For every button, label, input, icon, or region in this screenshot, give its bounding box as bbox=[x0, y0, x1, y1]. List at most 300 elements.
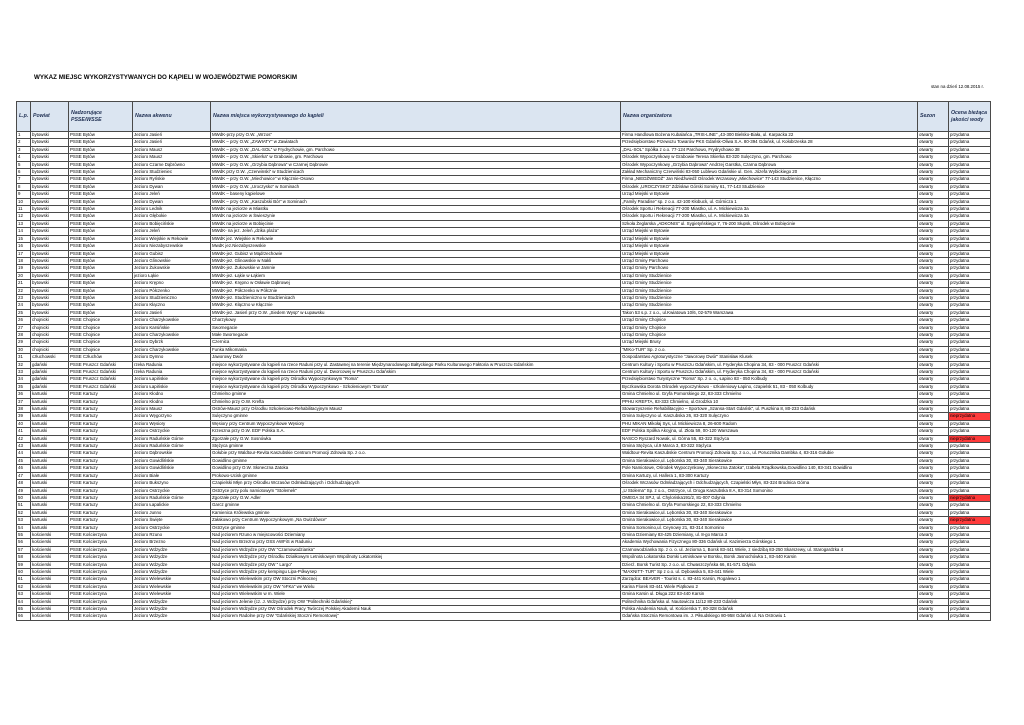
cell-psse: PSSE Bytów bbox=[69, 250, 133, 257]
cell-akwen: Jezioro Wdzydze bbox=[133, 554, 211, 561]
cell-lp: 11 bbox=[17, 206, 31, 213]
cell-powiat: kartuski bbox=[31, 398, 69, 405]
cell-akwen: Jezioro Jeleń bbox=[133, 228, 211, 235]
cell-organizator: Centrum Kultury i Sportu w Pruszczu Gdańskim, ul. Fryderyka Chopina 34, 83 - 000 Pruszcz Gdański bbox=[621, 369, 918, 376]
cell-psse: PSSE Kartuzy bbox=[69, 443, 133, 450]
cell-sezon: otwarty bbox=[918, 302, 949, 309]
cell-psse: PSSE Bytów bbox=[69, 176, 133, 183]
cell-sezon: otwarty bbox=[918, 132, 949, 139]
cell-lp: 45 bbox=[17, 457, 31, 464]
cell-ocena: przydatna bbox=[949, 361, 991, 368]
cell-miejsce: Nad jeziorem Wdzydze przy OW Ośrodek Pracy Twórczej Polskiej Akademii Nauk bbox=[211, 606, 621, 613]
table-row bbox=[17, 354, 991, 361]
cell-miejsce: Chmielno przy O.W. Krefta bbox=[211, 398, 621, 405]
cell-akwen: Jezioro Wdzydze bbox=[133, 606, 211, 613]
cell-lp: 29 bbox=[17, 339, 31, 346]
cell-powiat: kartuski bbox=[31, 480, 69, 487]
cell-powiat: bytowski bbox=[31, 302, 69, 309]
cell-lp: 44 bbox=[17, 450, 31, 457]
header-powiat: Powiat bbox=[31, 102, 69, 132]
cell-lp: 30 bbox=[17, 346, 31, 353]
cell-ocena: nieprzydatna bbox=[949, 435, 991, 442]
cell-sezon: otwarty bbox=[918, 398, 949, 405]
cell-powiat: kościerski bbox=[31, 598, 69, 605]
table-row bbox=[17, 361, 991, 368]
cell-ocena: przydatna bbox=[949, 406, 991, 413]
table-row bbox=[17, 383, 991, 390]
cell-sezon: otwarty bbox=[918, 480, 949, 487]
table-row bbox=[17, 161, 991, 168]
cell-akwen: Jezioro Rzuno bbox=[133, 531, 211, 538]
cell-miejsce: Nad jeziorem Wielewskim w m. Wiele bbox=[211, 591, 621, 598]
table-row bbox=[17, 494, 991, 501]
table-row bbox=[17, 539, 991, 546]
cell-akwen: Jezioro Żukowskie bbox=[133, 265, 211, 272]
cell-miejsce: Nad jeziorem Wdzydze przy Ośrodku Działkowym Letniskowym Wspólnoty Lokatorskiej bbox=[211, 554, 621, 561]
cell-organizator: Ośrodek „UROCZYSKO” Zdzisław Górski Sominy 61, 77-143 Studzienice bbox=[621, 183, 918, 190]
cell-powiat: bytowski bbox=[31, 198, 69, 205]
cell-ocena: przydatna bbox=[949, 531, 991, 538]
cell-psse: PSSE Pruszcz Gdański bbox=[69, 361, 133, 368]
cell-miejsce: Nad jeziorem Wdzydze przy OW " Largo" bbox=[211, 561, 621, 568]
cell-sezon: otwarty bbox=[918, 309, 949, 316]
cell-psse: PSSE Pruszcz Gdański bbox=[69, 383, 133, 390]
cell-akwen: Jezioro Ostrzyckie bbox=[133, 428, 211, 435]
cell-organizator: Urząd Gminy Studzienice bbox=[621, 280, 918, 287]
cell-akwen: Jezioro Dybrzk bbox=[133, 339, 211, 346]
table-row bbox=[17, 591, 991, 598]
cell-miejsce: Sulęczyno gminne bbox=[211, 413, 621, 420]
cell-powiat: kościerski bbox=[31, 568, 69, 575]
cell-miejsce: MWdK-jez. Gubisz w Mądrzechowie bbox=[211, 250, 621, 257]
cell-lp: 7 bbox=[17, 176, 31, 183]
cell-lp: 2 bbox=[17, 139, 31, 146]
cell-ocena: przydatna bbox=[949, 228, 991, 235]
cell-psse: PSSE Bytów bbox=[69, 265, 133, 272]
cell-organizator: Przedsiębiorstwo Turystyczne "Roma" Sp. z o. o., Łapino 83 - 050 Kolbudy bbox=[621, 376, 918, 383]
cell-miejsce: MWdK-jez. Glinowskie w Nakli bbox=[211, 257, 621, 264]
cell-sezon: otwarty bbox=[918, 539, 949, 546]
cell-powiat: kościerski bbox=[31, 576, 69, 583]
cell-organizator: Urząd Gminy Parchowo bbox=[621, 257, 918, 264]
cell-ocena: przydatna bbox=[949, 428, 991, 435]
cell-powiat: kościerski bbox=[31, 561, 69, 568]
cell-lp: 55 bbox=[17, 531, 31, 538]
cell-lp: 37 bbox=[17, 398, 31, 405]
cell-lp: 27 bbox=[17, 324, 31, 331]
cell-miejsce: MWdK przy O.W. „Czerwinski” w Studzienicach bbox=[211, 169, 621, 176]
cell-miejsce: Krzeszna przy O.W. EDF Polska S.A. bbox=[211, 428, 621, 435]
cell-lp: 17 bbox=[17, 250, 31, 257]
table-row bbox=[17, 235, 991, 242]
cell-lp: 22 bbox=[17, 287, 31, 294]
cell-psse: PSSE Kartuzy bbox=[69, 406, 133, 413]
cell-ocena: przydatna bbox=[949, 243, 991, 250]
cell-organizator: Urząd Miejski w Bytowie bbox=[621, 235, 918, 242]
cell-psse: PSSE Kartuzy bbox=[69, 524, 133, 531]
table-row bbox=[17, 324, 991, 331]
cell-psse: PSSE Bytów bbox=[69, 146, 133, 153]
cell-psse: PSSE Kartuzy bbox=[69, 472, 133, 479]
cell-psse: PSSE Bytów bbox=[69, 191, 133, 198]
cell-psse: PSSE Bytów bbox=[69, 220, 133, 227]
cell-powiat: kartuski bbox=[31, 435, 69, 442]
table-row bbox=[17, 302, 991, 309]
cell-akwen: Jezioro Kłodno bbox=[133, 398, 211, 405]
cell-miejsce: Prokowo-Ucisk gminne bbox=[211, 472, 621, 479]
cell-ocena: przydatna bbox=[949, 302, 991, 309]
cell-sezon: otwarty bbox=[918, 376, 949, 383]
cell-akwen: Jezioro Półczenko bbox=[133, 287, 211, 294]
table-row bbox=[17, 309, 991, 316]
cell-organizator: Gmina Chmielno ul. Gryfa Pomorskiego 22, 83-333 Chmielno bbox=[621, 391, 918, 398]
cell-miejsce: MWdK jez. Wiejskie w Rekowie bbox=[211, 235, 621, 242]
cell-lp: 31 bbox=[17, 354, 31, 361]
cell-psse: PSSE Chojnice bbox=[69, 339, 133, 346]
cell-akwen: Jezioro Łapińskie bbox=[133, 376, 211, 383]
cell-psse: PSSE Bytów bbox=[69, 169, 133, 176]
cell-powiat: kościerski bbox=[31, 583, 69, 590]
header-psse: Nadzorujące PSSE/WSSE bbox=[69, 102, 133, 132]
cell-akwen: Jezioro Białe bbox=[133, 472, 211, 479]
cell-miejsce: Nad jeziorem Rzuno w miejscowości Dziemiany bbox=[211, 531, 621, 538]
cell-miejsce: MWdK – baseny kąpielowe bbox=[211, 191, 621, 198]
cell-psse: PSSE Chojnice bbox=[69, 324, 133, 331]
cell-miejsce: Kamienica Królewska gminne bbox=[211, 509, 621, 516]
cell-powiat: gdański bbox=[31, 361, 69, 368]
cell-sezon: otwarty bbox=[918, 487, 949, 494]
cell-lp: 48 bbox=[17, 480, 31, 487]
cell-psse: PSSE Bytów bbox=[69, 154, 133, 161]
cell-psse: PSSE Bytów bbox=[69, 139, 133, 146]
cell-akwen: Jezioro Wielewskie bbox=[133, 583, 211, 590]
cell-powiat: bytowski bbox=[31, 176, 69, 183]
cell-ocena: przydatna bbox=[949, 465, 991, 472]
cell-powiat: chojnicki bbox=[31, 346, 69, 353]
table-row bbox=[17, 568, 991, 575]
cell-lp: 60 bbox=[17, 568, 31, 575]
cell-powiat: bytowski bbox=[31, 272, 69, 279]
cell-sezon: otwarty bbox=[918, 346, 949, 353]
cell-psse: PSSE Kartuzy bbox=[69, 502, 133, 509]
cell-lp: 51 bbox=[17, 502, 31, 509]
cell-organizator: Gmina Sierakowice,ul. Lęborska 30, 83-340 Sierakowice bbox=[621, 509, 918, 516]
cell-powiat: bytowski bbox=[31, 235, 69, 242]
table-row bbox=[17, 183, 991, 190]
cell-miejsce: MWdK na jeziorze w Miastku bbox=[211, 206, 621, 213]
cell-organizator: PHU MIKAN Mikołaj Sys, ul. Mickiewicza 8, 26-600 Radom bbox=[621, 420, 918, 427]
cell-lp: 19 bbox=[17, 265, 31, 272]
cell-lp: 10 bbox=[17, 198, 31, 205]
cell-ocena: przydatna bbox=[949, 257, 991, 264]
cell-ocena: przydatna bbox=[949, 443, 991, 450]
cell-sezon: otwarty bbox=[918, 220, 949, 227]
table-row bbox=[17, 191, 991, 198]
cell-ocena: przydatna bbox=[949, 598, 991, 605]
cell-akwen: Jezioro Studzieniec bbox=[133, 169, 211, 176]
cell-akwen: Jezioro Mausz bbox=[133, 406, 211, 413]
cell-organizator: PPHU KREFTA, 83-333 Chmielno, ul.Grodzka 10 bbox=[621, 398, 918, 405]
cell-powiat: kartuski bbox=[31, 465, 69, 472]
cell-organizator: Urząd Gminy Parchowo bbox=[621, 265, 918, 272]
cell-miejsce: MWdK – przy O.W. „Grzybia Dąbrowa” w Czarnej Dąbrowie bbox=[211, 161, 621, 168]
cell-ocena: przydatna bbox=[949, 198, 991, 205]
cell-organizator: „Family Paradise” sp. z o.o. 42-100 Kłobuck, ul. Górnicza 1 bbox=[621, 198, 918, 205]
cell-lp: 58 bbox=[17, 554, 31, 561]
cell-psse: PSSE Kościerzyna bbox=[69, 576, 133, 583]
table-row bbox=[17, 294, 991, 301]
cell-sezon: otwarty bbox=[918, 576, 949, 583]
cell-psse: PSSE Bytów bbox=[69, 294, 133, 301]
cell-miejsce: MWdK-przy przy O.W. „Wrzos” bbox=[211, 132, 621, 139]
cell-powiat: gdański bbox=[31, 369, 69, 376]
cell-lp: 50 bbox=[17, 494, 31, 501]
cell-miejsce: Czernica bbox=[211, 339, 621, 346]
cell-sezon: otwarty bbox=[918, 465, 949, 472]
cell-lp: 63 bbox=[17, 591, 31, 598]
cell-akwen: Jezioro Ostrzyckie bbox=[133, 524, 211, 531]
cell-ocena: przydatna bbox=[949, 132, 991, 139]
cell-psse: PSSE Bytów bbox=[69, 198, 133, 205]
cell-organizator: Szkoła Żeglarska „ADKONIS” ul. Sygietyńskiego 7, 76-200 Słupsk, Ośrodek w Bobięcinie bbox=[621, 220, 918, 227]
table-row bbox=[17, 220, 991, 227]
cell-akwen: Jezioro Głębokie bbox=[133, 213, 211, 220]
cell-psse: PSSE Kościerzyna bbox=[69, 606, 133, 613]
cell-akwen: Jezioro Ostrzyckie bbox=[133, 487, 211, 494]
cell-organizator: Gdańska Stocznia Remontowa im. J. Piłsudskiego 80-958 Gdańsk ul. Na Ostrowiu 1 bbox=[621, 613, 918, 620]
cell-lp: 62 bbox=[17, 583, 31, 590]
document-title: WYKAZ MIEJSC WYKORZYSTYWANYCH DO KĄPIELI W WOJEWÓDZTWIE POMORSKIM bbox=[34, 74, 298, 81]
cell-akwen: Jezioro Charzykowskie bbox=[133, 331, 211, 338]
table-row bbox=[17, 146, 991, 153]
cell-powiat: kartuski bbox=[31, 391, 69, 398]
cell-lp: 25 bbox=[17, 309, 31, 316]
cell-powiat: bytowski bbox=[31, 220, 69, 227]
cell-ocena: przydatna bbox=[949, 154, 991, 161]
cell-ocena: przydatna bbox=[949, 213, 991, 220]
cell-miejsce: Funka Mikomania bbox=[211, 346, 621, 353]
cell-akwen: Jezioro Dąbrowskie bbox=[133, 450, 211, 457]
cell-ocena: przydatna bbox=[949, 139, 991, 146]
cell-sezon: otwarty bbox=[918, 391, 949, 398]
cell-lp: 41 bbox=[17, 428, 31, 435]
table-row bbox=[17, 524, 991, 531]
cell-psse: PSSE Bytów bbox=[69, 235, 133, 242]
header-akwen: Nazwa akwenu bbox=[133, 102, 211, 132]
cell-organizator: Takon 53 s.p. z o.o., ul.Kwiatowa 10/6, 02-579 Warszawa bbox=[621, 309, 918, 316]
cell-sezon: otwarty bbox=[918, 450, 949, 457]
table-row bbox=[17, 369, 991, 376]
cell-organizator: Urząd Gminy Studzienice bbox=[621, 294, 918, 301]
cell-psse: PSSE Kościerzyna bbox=[69, 583, 133, 590]
cell-psse: PSSE Kartuzy bbox=[69, 509, 133, 516]
cell-organizator: Byczkowska Dorota Ośrodek wypoczynkowo - szkoleniowy Łapino, czapielsk 51, 83 - 050 Kolbudy bbox=[621, 383, 918, 390]
cell-psse: PSSE Pruszcz Gdański bbox=[69, 369, 133, 376]
cell-organizator: OMEGA 34 SP.J, ul. Chyloriska191/2, 81-007 Gdynia bbox=[621, 494, 918, 501]
cell-organizator: Zakład Mechaniczny Czerwiński 83-050 Lublewo Gdańskie ul. Gen. Józefa Wybickiego 20 bbox=[621, 169, 918, 176]
cell-ocena: przydatna bbox=[949, 191, 991, 198]
cell-ocena: przydatna bbox=[949, 561, 991, 568]
cell-lp: 47 bbox=[17, 472, 31, 479]
cell-lp: 64 bbox=[17, 598, 31, 605]
cell-ocena: przydatna bbox=[949, 235, 991, 242]
cell-miejsce: MWdK-jez. Żukowskie w Jamnie bbox=[211, 265, 621, 272]
cell-miejsce: miejsce wykorzystywane do kąpieli na rzece Raduni przy ul. Dworcowej w Pruszczu Gdańskim bbox=[211, 369, 621, 376]
cell-lp: 1 bbox=[17, 132, 31, 139]
cell-sezon: otwarty bbox=[918, 331, 949, 338]
document-date: stan na dzień 12.08.2015 r. bbox=[931, 84, 984, 89]
cell-lp: 13 bbox=[17, 220, 31, 227]
table-row bbox=[17, 317, 991, 324]
cell-organizator: Gmina Chmielno ul. Gryfa Pomorskiego 22, 83-333 Chmielno bbox=[621, 502, 918, 509]
cell-akwen: Jezioro Wdzydze bbox=[133, 598, 211, 605]
table-row bbox=[17, 139, 991, 146]
table-row bbox=[17, 613, 991, 620]
cell-organizator: NASCO Ryszard Nowak, ul. Górna 55, 83-322 Stężyca bbox=[621, 435, 918, 442]
cell-miejsce: Gołubie przy Waldtour-Revita Kaszubskie Centrum Promocji Zdrowia Sp. z o.o. bbox=[211, 450, 621, 457]
table-row bbox=[17, 472, 991, 479]
cell-sezon: otwarty bbox=[918, 369, 949, 376]
cell-akwen: Jezioro Charzykowskie bbox=[133, 346, 211, 353]
cell-psse: PSSE Kościerzyna bbox=[69, 546, 133, 553]
table-row bbox=[17, 546, 991, 553]
table-row bbox=[17, 280, 991, 287]
cell-organizator: Ośrodek Wypoczynkowy „Grzybia Dąbrowa” Andrzej Garstka, Czarna Dąbrowa bbox=[621, 161, 918, 168]
cell-akwen: Jezioro Jasień bbox=[133, 132, 211, 139]
cell-miejsce: Gowidlino przy O.W. Słoneczna Zatoka bbox=[211, 465, 621, 472]
cell-sezon: otwarty bbox=[918, 265, 949, 272]
cell-sezon: otwarty bbox=[918, 524, 949, 531]
cell-sezon: otwarty bbox=[918, 139, 949, 146]
cell-lp: 34 bbox=[17, 376, 31, 383]
cell-ocena: przydatna bbox=[949, 554, 991, 561]
cell-organizator: Urząd Gminy Studzienice bbox=[621, 302, 918, 309]
cell-powiat: kartuski bbox=[31, 406, 69, 413]
cell-akwen: Jezioro Raduńskie Górne bbox=[133, 443, 211, 450]
table-row bbox=[17, 509, 991, 516]
cell-powiat: bytowski bbox=[31, 206, 69, 213]
cell-powiat: kościerski bbox=[31, 591, 69, 598]
cell-miejsce: Załakowo przy Centrum Wypoczynkowym „Na Gwizdówce” bbox=[211, 517, 621, 524]
cell-organizator: „DAL-SOL” Spółka z o.o. 77-124 Parchowo, Frydrychowo 38 bbox=[621, 146, 918, 153]
cell-akwen: Jezioro Wielewskie bbox=[133, 591, 211, 598]
cell-lp: 21 bbox=[17, 280, 31, 287]
table-row bbox=[17, 272, 991, 279]
cell-powiat: bytowski bbox=[31, 191, 69, 198]
cell-powiat: bytowski bbox=[31, 169, 69, 176]
cell-sezon: otwarty bbox=[918, 531, 949, 538]
cell-miejsce: MWdK-jez. Jasień przy O.W. „Siedem Wysp” w Łupawsku bbox=[211, 309, 621, 316]
cell-organizator: Gmina Kartuzy, ul. Hallera 1, 83-300 Kartuzy bbox=[621, 472, 918, 479]
cell-ocena: przydatna bbox=[949, 480, 991, 487]
cell-powiat: kartuski bbox=[31, 524, 69, 531]
cell-akwen: Jezioro Łapińskie bbox=[133, 383, 211, 390]
cell-sezon: otwarty bbox=[918, 198, 949, 205]
table-row bbox=[17, 406, 991, 413]
cell-psse: PSSE Kartuzy bbox=[69, 494, 133, 501]
cell-psse: PSSE Kartuzy bbox=[69, 480, 133, 487]
cell-miejsce: Gowidlino gminne bbox=[211, 457, 621, 464]
table-row bbox=[17, 176, 991, 183]
cell-powiat: bytowski bbox=[31, 132, 69, 139]
table-row bbox=[17, 250, 991, 257]
table-row bbox=[17, 517, 991, 524]
cell-organizator: EDF Polska Spółka Akcyjna, ul. Złota 59, 00-120 Warszawa bbox=[621, 428, 918, 435]
cell-sezon: otwarty bbox=[918, 420, 949, 427]
cell-lp: 66 bbox=[17, 613, 31, 620]
cell-akwen: Jezioro Krępno bbox=[133, 280, 211, 287]
table-row bbox=[17, 413, 991, 420]
cell-powiat: kartuski bbox=[31, 517, 69, 524]
cell-ocena: przydatna bbox=[949, 354, 991, 361]
cell-miejsce: Nad jeziorem Radolne przy OW "Gdańskiej Stoczni Remontowej" bbox=[211, 613, 621, 620]
cell-akwen: Jezioro Wdzydze bbox=[133, 546, 211, 553]
cell-ocena: przydatna bbox=[949, 472, 991, 479]
cell-powiat: kościerski bbox=[31, 546, 69, 553]
cell-sezon: otwarty bbox=[918, 146, 949, 153]
cell-organizator: Gospodarstwo Agroturystyczne "Jaworowy Dwór" Stanisław Klusek bbox=[621, 354, 918, 361]
cell-psse: PSSE Bytów bbox=[69, 272, 133, 279]
cell-miejsce: Nad jeziorem Wdzydze przy kempingu Lipa-Półwysep bbox=[211, 568, 621, 575]
cell-akwen: Jezioro Węsiory bbox=[133, 420, 211, 427]
table-header-row bbox=[17, 102, 991, 132]
cell-akwen: Jezioro Dymno bbox=[133, 354, 211, 361]
cell-ocena: przydatna bbox=[949, 487, 991, 494]
table-row bbox=[17, 331, 991, 338]
cell-psse: PSSE Bytów bbox=[69, 257, 133, 264]
cell-ocena: przydatna bbox=[949, 509, 991, 516]
cell-akwen: Jezioro Studzieniczno bbox=[133, 294, 211, 301]
cell-psse: PSSE Kartuzy bbox=[69, 487, 133, 494]
cell-akwen: Jezioro Mausz bbox=[133, 154, 211, 161]
cell-ocena: przydatna bbox=[949, 376, 991, 383]
cell-powiat: kartuski bbox=[31, 450, 69, 457]
cell-ocena: przydatna bbox=[949, 502, 991, 509]
cell-psse: PSSE Bytów bbox=[69, 243, 133, 250]
cell-akwen: Jezioro Wdzydze bbox=[133, 561, 211, 568]
cell-lp: 39 bbox=[17, 413, 31, 420]
cell-powiat: bytowski bbox=[31, 161, 69, 168]
cell-powiat: kartuski bbox=[31, 443, 69, 450]
cell-miejsce: MWdK – przy O.W. „Kaszubski Bór” w Sominach bbox=[211, 198, 621, 205]
cell-sezon: otwarty bbox=[918, 294, 949, 301]
cell-psse: PSSE Kartuzy bbox=[69, 435, 133, 442]
cell-lp: 32 bbox=[17, 361, 31, 368]
cell-ocena: nieprzydatna bbox=[949, 517, 991, 524]
cell-powiat: bytowski bbox=[31, 257, 69, 264]
cell-psse: PSSE Kościerzyna bbox=[69, 598, 133, 605]
cell-psse: PSSE Bytów bbox=[69, 183, 133, 190]
cell-sezon: otwarty bbox=[918, 472, 949, 479]
cell-akwen: Jezioro Kłodno bbox=[133, 391, 211, 398]
cell-powiat: bytowski bbox=[31, 309, 69, 316]
header-miejsce: Nazwa miejsca wykorzystywanego do kąpieli bbox=[211, 102, 621, 132]
cell-lp: 20 bbox=[17, 272, 31, 279]
cell-miejsce: miejsce wykorzystywane do kąpieli na rzece Raduni przy ul. Zastawnej na terenie Międzynarodowego Bałtyckiego Parku Kulturowego Faktoria w Pruszczu Gdańskim bbox=[211, 361, 621, 368]
cell-sezon: otwarty bbox=[918, 206, 949, 213]
cell-organizator: Urząd Gminy Studzienice bbox=[621, 272, 918, 279]
cell-ocena: przydatna bbox=[949, 606, 991, 613]
table-row bbox=[17, 154, 991, 161]
cell-powiat: kościerski bbox=[31, 606, 69, 613]
table-row bbox=[17, 561, 991, 568]
table-row bbox=[17, 598, 991, 605]
cell-sezon: otwarty bbox=[918, 383, 949, 390]
cell-sezon: otwarty bbox=[918, 457, 949, 464]
cell-powiat: kartuski bbox=[31, 413, 69, 420]
cell-lp: 49 bbox=[17, 487, 31, 494]
cell-organizator: Urząd Gminy Chojnice bbox=[621, 317, 918, 324]
